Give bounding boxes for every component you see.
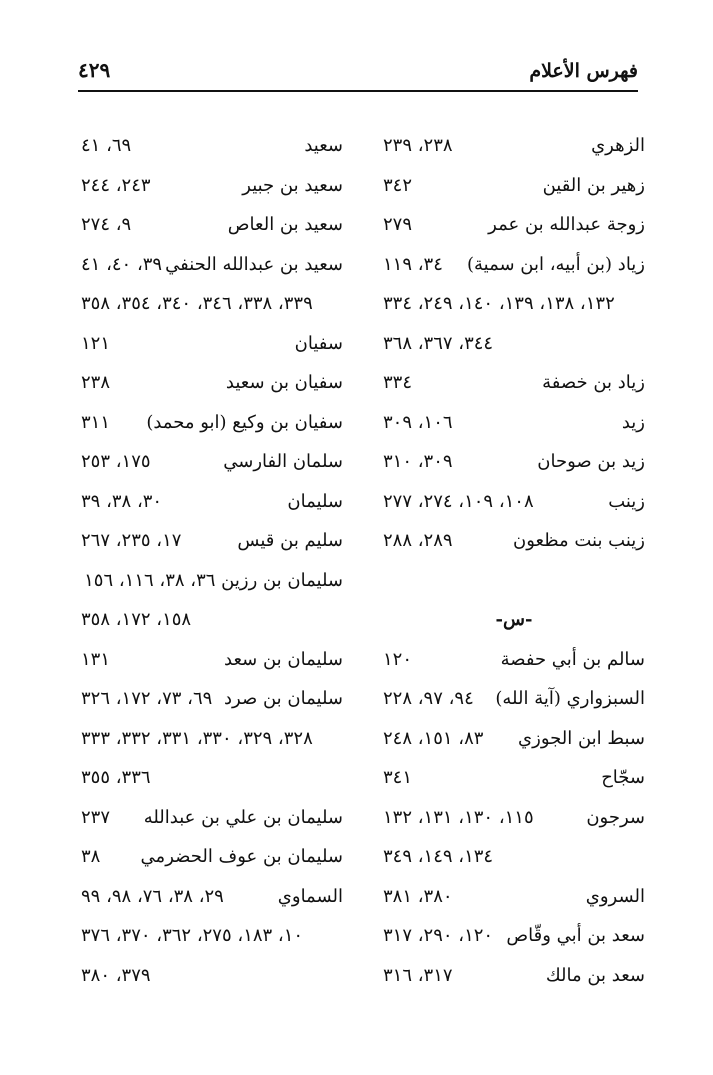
entry-pages: ٣٠، ٣٨، ٣٩	[81, 490, 163, 512]
index-entry	[383, 444, 645, 484]
spacer	[383, 563, 645, 603]
index-entry	[383, 642, 645, 682]
index-entry	[81, 207, 343, 247]
entry-pages: ١٢٠	[383, 648, 413, 670]
entry-name: السبزواري (آية الله)	[495, 688, 645, 709]
entry-pages-continuation: ١٥٨، ١٧٢، ٣٥٨	[81, 609, 192, 630]
index-entry	[383, 721, 645, 761]
entry-pages: ٣٤٢	[383, 174, 413, 196]
section-heading	[383, 602, 645, 642]
entry-pages: ٢٤٣، ٢٤٤	[81, 174, 151, 196]
index-entry-continuation	[81, 721, 343, 761]
entry-name: زياد (بن أبيه، ابن سمية)	[466, 253, 645, 275]
index-entry-continuation	[81, 958, 343, 998]
entry-name: سعيد بن جبير	[242, 174, 343, 196]
index-entry	[383, 800, 645, 840]
index-entry	[383, 405, 645, 445]
index-entry-continuation	[383, 839, 645, 879]
index-entry	[81, 681, 343, 721]
entry-name: سبط ابن الجوزي	[518, 727, 645, 749]
index-entry	[81, 365, 343, 405]
index-entry	[81, 800, 343, 840]
entry-name: سعيد	[304, 135, 343, 156]
entry-pages: ٢٣٨، ٢٣٩	[383, 135, 453, 156]
entry-name: سجّاح	[601, 767, 645, 788]
right-column	[383, 128, 645, 997]
entry-name: سليمان	[287, 490, 343, 512]
index-entry-continuation	[81, 286, 343, 326]
entry-name: زينب	[608, 490, 645, 512]
entry-pages: ٣٤، ١١٩	[383, 253, 443, 275]
index-entry-continuation	[383, 286, 645, 326]
entry-name: سفيان بن وكيع (ابو محمد)	[146, 411, 343, 433]
entry-pages: ٨٣، ١٥١، ٢٤٨	[383, 727, 484, 749]
entry-pages: ١١٥، ١٣٠، ١٣١، ١٣٢	[383, 806, 534, 828]
index-entry	[383, 681, 645, 721]
index-entry	[383, 207, 645, 247]
entry-pages: ١٢١	[81, 332, 111, 354]
index-entry	[383, 128, 645, 168]
entry-pages: ٦٩، ٤١	[81, 135, 132, 156]
entry-name: سعد بن أبي وقّاص	[506, 925, 645, 946]
entry-pages-continuation: ٣٣٦، ٣٥٥	[81, 767, 151, 788]
left-column	[81, 128, 343, 997]
entry-pages: ٢٩، ٣٨، ٧٦، ٩٨، ٩٩	[81, 885, 224, 907]
entry-name: سليم بن قيس	[237, 530, 343, 551]
index-entry	[81, 523, 343, 563]
entry-pages: ١٣١	[81, 648, 111, 670]
entry-pages-continuation: ٣٧٩، ٣٨٠	[81, 964, 151, 986]
entry-name: زوجة عبدالله بن عمر	[488, 214, 645, 235]
entry-pages: ٩، ٢٧٤	[81, 214, 132, 235]
entry-pages: ٣٠٩، ٣١٠	[383, 451, 453, 472]
entry-name: سرجون	[586, 806, 645, 828]
entry-name: سليمان بن سعد	[224, 648, 343, 670]
index-entry	[81, 484, 343, 524]
entry-pages-continuation: ١٣٤، ١٤٩، ٣٤٩	[383, 846, 494, 867]
index-entry	[383, 523, 645, 563]
index-entry	[383, 958, 645, 998]
entry-pages: ٣٩، ٤٠، ٤١	[81, 253, 163, 275]
entry-pages: ٦٩، ٧٣، ١٧٢، ٣٢٦	[81, 688, 213, 709]
entry-pages-continuation: ٣٤٤، ٣٦٧، ٣٦٨	[383, 332, 494, 354]
index-entry-inline	[81, 563, 343, 603]
index-entry	[383, 760, 645, 800]
entry-name-with-pages: سليمان بن رزين ٣٦، ٣٨، ١١٦، ١٥٦	[84, 569, 343, 591]
entry-name: سفيان	[294, 332, 343, 354]
index-entry	[383, 484, 645, 524]
entry-pages-continuation: ١٠، ١٨٣، ٢٧٥، ٣٦٢، ٣٧٠، ٣٧٦	[81, 925, 304, 946]
entry-name: سليمان بن علي بن عبدالله	[143, 806, 343, 828]
entry-name: سعيد بن عبدالله الحنفي	[165, 253, 343, 275]
entry-pages: ٣١١	[81, 411, 111, 433]
section-heading-letter: -س-	[495, 609, 533, 630]
entry-pages: ٣٤١	[383, 767, 413, 788]
index-entry	[81, 405, 343, 445]
entry-name: سفيان بن سعيد	[225, 372, 343, 393]
entry-name: سالم بن أبي حفصة	[500, 648, 645, 670]
entry-pages-continuation: ٣٣٩، ٣٣٨، ٣٤٦، ٣٤٠، ٣٥٤، ٣٥٨	[81, 293, 313, 314]
entry-name: زيد	[621, 411, 645, 433]
index-entry-continuation	[81, 918, 343, 958]
entry-name: زياد بن خصفة	[542, 372, 645, 393]
entry-pages: ٢٨٩، ٢٨٨	[383, 530, 453, 551]
entry-pages: ٢٣٧	[81, 806, 111, 828]
entry-pages: ٢٧٩	[383, 214, 413, 235]
entry-pages: ٩٤، ٩٧، ٢٢٨	[383, 688, 474, 709]
entry-pages: ١٢٠، ٢٩٠، ٣١٧	[383, 925, 494, 946]
entry-name: الزهري	[591, 135, 645, 156]
index-entry	[383, 168, 645, 208]
entry-pages: ٢٣٨	[81, 372, 111, 393]
index-title: فهرس الأعلام	[529, 60, 638, 82]
entry-pages: ٣٨	[81, 846, 101, 867]
entry-name: زهير بن القين	[542, 174, 645, 196]
index-entry-continuation	[81, 602, 343, 642]
index-entry	[81, 444, 343, 484]
index-entry	[81, 642, 343, 682]
entry-name: سعيد بن العاص	[227, 214, 343, 235]
entry-pages-continuation: ٣٢٨، ٣٢٩، ٣٣٠، ٣٣١، ٣٣٢، ٣٣٣	[81, 727, 313, 749]
index-entry	[81, 247, 343, 287]
index-entry	[383, 918, 645, 958]
index-entry	[383, 879, 645, 919]
entry-pages: ١٠٨، ١٠٩، ٢٧٤، ٢٧٧	[383, 490, 534, 512]
index-entry	[81, 879, 343, 919]
entry-name: زينب بنت مظعون	[513, 530, 645, 551]
index-entry	[81, 128, 343, 168]
entry-name: السروي	[585, 885, 645, 907]
page-header	[78, 54, 638, 92]
entry-pages: ١٧، ٢٣٥، ٢٦٧	[81, 530, 182, 551]
page-number: ٤٢٩	[78, 58, 111, 82]
entry-name: السماوي	[277, 885, 343, 907]
index-entry	[383, 365, 645, 405]
index-entry	[81, 326, 343, 366]
entry-name: زيد بن صوحان	[537, 451, 645, 472]
entry-name: سلمان الفارسي	[223, 451, 343, 472]
entry-pages: ٣٨٠، ٣٨١	[383, 885, 453, 907]
entry-name: سليمان بن صرد	[224, 688, 343, 709]
entry-pages-continuation: ١٣٢، ١٣٨، ١٣٩، ١٤٠، ٢٤٩، ٣٣٤	[383, 293, 615, 314]
entry-name: سليمان بن عوف الحضرمي	[140, 846, 343, 867]
entry-pages: ١٠٦، ٣٠٩	[383, 411, 453, 433]
entry-pages: ٣٣٤	[383, 372, 413, 393]
index-entry-continuation	[383, 326, 645, 366]
index-entry-continuation	[81, 760, 343, 800]
entry-pages: ٣١٧، ٣١٦	[383, 964, 453, 986]
index-entry	[81, 839, 343, 879]
entry-pages: ١٧٥، ٢٥٣	[81, 451, 151, 472]
index-entry	[81, 168, 343, 208]
index-entry	[383, 247, 645, 287]
entry-name: سعد بن مالك	[545, 964, 645, 986]
